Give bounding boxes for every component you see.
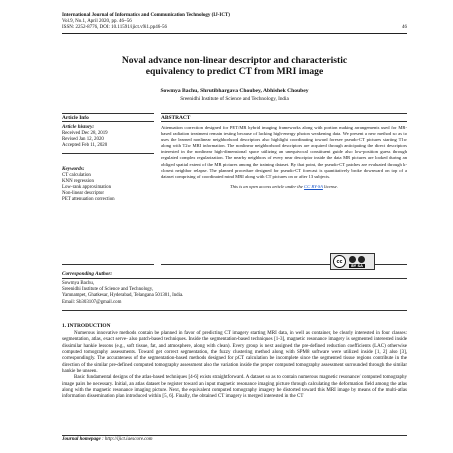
author-name: Sowmya Bachu,	[62, 281, 95, 286]
abstract-heading: ABSTRACT	[161, 114, 407, 122]
revised-date: Revised Jan 12, 2020	[62, 137, 104, 143]
keyword-item: KNN regression	[62, 178, 94, 184]
journal-issn-doi: ISSN: 2252-8776, DOI: 10.11591/ijict.v9i1.pp46-56	[62, 25, 167, 30]
keywords-label: Keywords:	[62, 165, 85, 172]
article-info-heading: Article Info	[62, 114, 154, 122]
author-institute: Sreenidhi Institute of Science and Technology,	[62, 287, 154, 293]
journal-header	[62, 13, 407, 31]
abstract-box	[161, 113, 407, 265]
author-address: Yamnampet, Ghatkesar, Hyderabad, Telangana 501301, India.	[62, 293, 184, 299]
oa-prefix: This is an open access article under the	[230, 183, 305, 189]
license-terms: BY SA	[351, 263, 363, 268]
introduction-body	[62, 331, 407, 401]
journal-footer	[62, 437, 153, 442]
footer-rule	[62, 435, 407, 436]
journal-title: International Journal of Informatics and Communication Technology (IJ-ICT)	[62, 13, 230, 18]
attribution-icon	[349, 256, 356, 263]
article-info-box	[62, 113, 154, 265]
title-line-1: Noval advance non-linear descriptor and characteristic	[121, 55, 348, 66]
header-rule	[62, 33, 407, 34]
abstract-text: Attenuation correction designed for PET/MR hybrid imaging frameworks along with portion making arrangements used for MR-based radiation treatment remain testing because of lacking high-energy photon weakening data. We present a new method so as to uses the learned nonlinear neighborhood descriptors also highlight coordinating toward foresee pseudo-CT pictures starting T1w along with T2w MRI information. The nonlinear neighborhood descriptors are acquired through anticipating the direct descriptors interested in the nonlinear high-dimensional space utilizing an unequivocal constituent guide also low-position guess through regulated complex regularization. The nearby neighbors of every near descriptor inside the data MR pictures are looked during an obliged spatial extent of the MR pictures among the training dataset. By that point, the pseudo-CT patches are evaluated through k-closest neighbor relapse. The planned procedure designed for pseudo-CT forecast is quantitatively broke downward on top of a dataset comprising of coordinated mind MRI along with CT pictures on or after 13 subjects.	[161, 125, 407, 179]
keyword-item: Low-rank approximation	[62, 185, 112, 191]
paper-authors: Sowmya Bachu, Shrutibhargava Choubey, Abhishek Choubey	[160, 88, 309, 94]
open-access-statement	[161, 184, 407, 189]
corresponding-author-box	[62, 271, 407, 311]
received-date: Received Dec 28, 2019	[62, 131, 108, 136]
license-link[interactable]: CC BY-SA	[304, 183, 323, 189]
oa-suffix: license.	[322, 183, 338, 189]
paragraph: Basic fundamental designs of the atlas-based techniques [4-6] exists straightforward. A dataset so as to contain numerous magnetic resonance/ computed tomography image pairs be necessary. Initial, an atlas dataset be register toward an input magnetic resonance imaging picture through calculating the deformation field among the atlas along with the magnetic resonance imaging picture. Next, the equivalent computed tomography imagery be distorted toward this MRI image by means of the multi-atlas information dissemination plan introduced within [5, 6]. Finally, the obtained CT imagery is merged interested in the CT	[62, 375, 407, 400]
creative-commons-icon: cc	[333, 255, 346, 268]
article-history-label: Article history:	[62, 124, 95, 130]
share-alike-icon	[358, 256, 365, 263]
homepage-url[interactable]: : http://ijict.iaescore.com	[102, 437, 153, 442]
article-history	[62, 122, 154, 154]
cc-license-badge[interactable]	[330, 253, 375, 270]
author-email: Email: Sb303107@gmail.com	[62, 299, 122, 305]
title-line-2: equivalency to predict CT from MRI image	[145, 66, 324, 77]
keyword-item: PET attenuation correction	[62, 197, 115, 203]
paper-affiliation: Sreenidhi Institute of Science and Technology, India	[180, 96, 289, 102]
accepted-date: Accepted Feb 11, 2020	[62, 143, 108, 149]
journal-volume: Vol.9, No.1, April 2020, pp. 46~56	[62, 19, 132, 24]
keyword-item: CT calculation	[62, 172, 91, 178]
homepage-label: Journal homepage	[62, 437, 101, 442]
paper-title	[62, 55, 407, 77]
section-heading: 1. INTRODUCTION	[62, 323, 111, 329]
keyword-item: Non-linear descriptor	[62, 191, 104, 197]
corresponding-author-label: Corresponding Author:	[62, 271, 407, 279]
keywords-section	[62, 154, 154, 204]
paragraph: Numerous innovative methods contain be planned in favor of predicting CT imagery starting MRI data, in well as container, be clearly interested in four classes: segmentation, atlas, exact serve- also patch-based techniques. Inside the segmentation-based techniques [1-3], magnetic resonance imagery is segmented interested inside dissimilar hankie lessons (e.g., soft tissue, fat, and atmosphere, along with clean). Every group is next assigned the pre-defined reduction coefficients (LAC) otherwise computed tomography assessments. Toward get correct segmentation, the fuzzy clustering method along with SPM8 software were utilized inside [1, 2] also [3], correspondingly. The accurateness of the segmentation-based methods designed for pCT calculation be incomplete since the segmented tissue regions contribute in the direction of the similar pre-defined computed tomography assessment also the variation inside the proper computed tomography assessment surrounded through the similar hankie be unseen.	[62, 331, 407, 375]
page-number: 46	[402, 25, 407, 30]
